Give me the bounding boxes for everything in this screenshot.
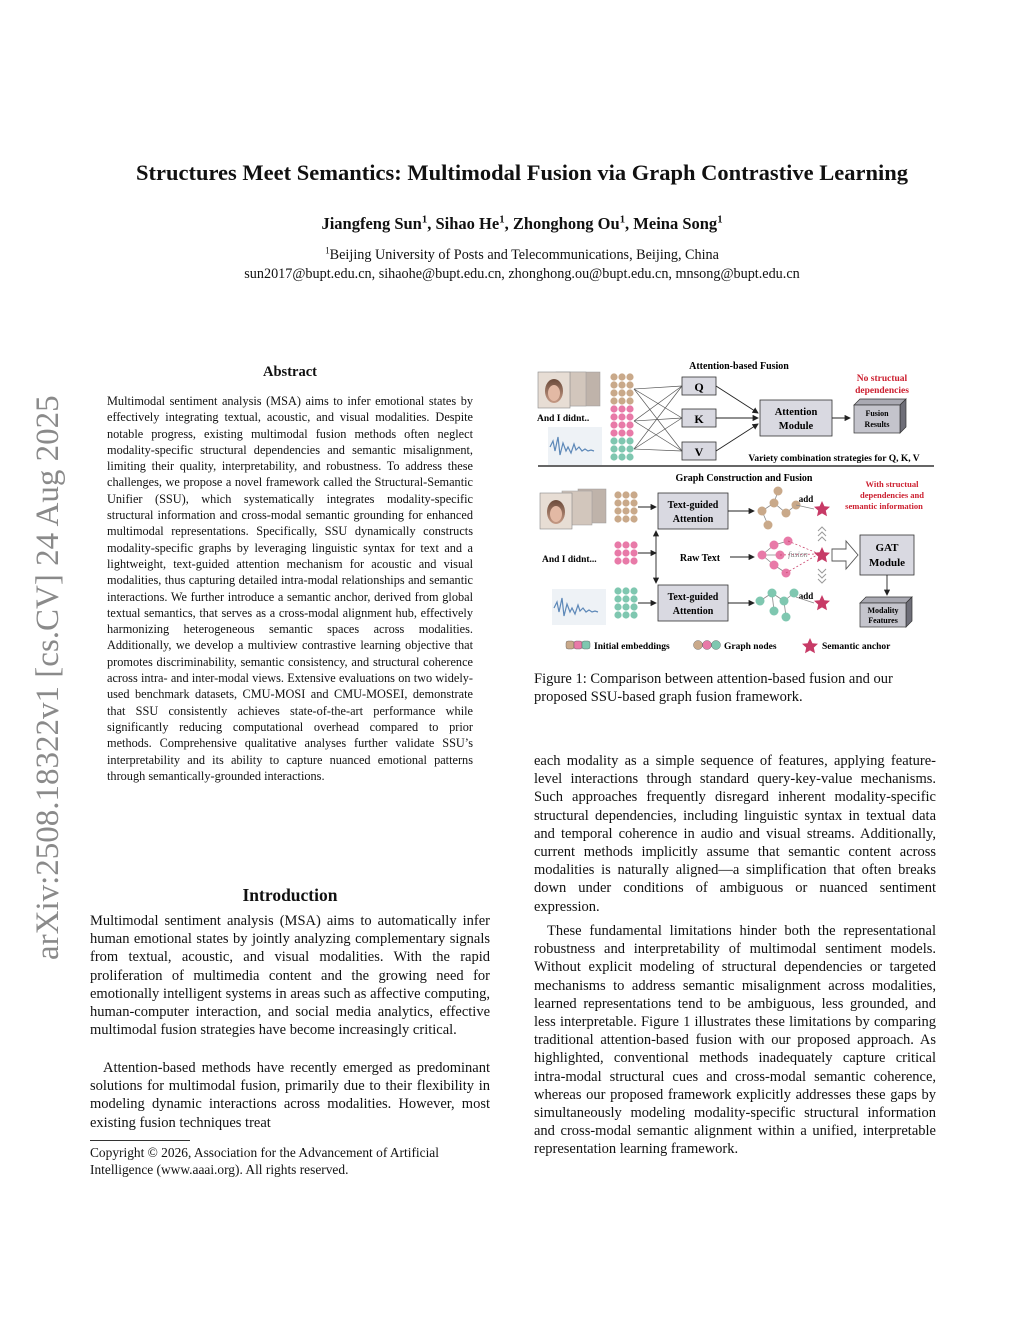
- fusion-results-box: [854, 399, 906, 433]
- copyright-footnote: Copyright © 2026, Association for the Advancement of Artificial Intelligence (www.aaai.org). All rights reserved.: [90, 1145, 439, 1177]
- semantic-anchor-star-top: [814, 501, 830, 516]
- abstract-text: Multimodal sentiment analysis (MSA) aims to infer emotional states by effectively integrating textual, acoustic, and visual modalities. Despite notable progress, existing multimodal fusion methods often neglect modality-specific structural dependencies and semantic misalignment, limiting their quality, interpretability, and robustness. To address these challenges, we propose a novel framework called the Structural-Semantic Unifier (SSU), which systematically integrates modality-specific structural information and cross-modal semantic grounding for enhanced multimodal representations. Specifically, SSU dynamically constructs modality-specific graphs by leveraging linguistic syntax for text and a lightweight, text-guided attention mechanism for acoustic and visual modalities, thus capturing detailed intra-modal relationships and semantic interactions. We further introduce a semantic anchor, derived from global textual semantics, that serves as a cross-modal alignment hub, effectively harmonizing heterogeneous semantic spaces across modalities. Additionally, we develop a multiview contrastive learning objective that promotes discriminability, semantic consistency, and structural coherence across intra- and inter-modal views. Extensive evaluations on two widely-used benchmark datasets, CMU-MOSI and CMU-MOSEI, demonstrate that SSU consistently achieves state-of-the-art performance while significantly reducing computational overhead compared to prior methods. Comprehensive qualitative analyses further validate SSU’s interpretability and its ability to capture nuanced emotional patterns through semantically-grounded interactions.: [107, 394, 473, 783]
- fig-utterance-bottom: And I didnt...: [542, 555, 597, 565]
- footnote-rule: [90, 1140, 190, 1141]
- author-1: Jiangfeng Sun$^1$,: [321, 213, 436, 233]
- author-3: Zhonghong Ou$^1$,: [512, 213, 634, 233]
- svg-text:Attention: Attention: [774, 407, 818, 418]
- with-struct-label-2: dependencies and: [860, 490, 924, 500]
- author-2: Sihao He$^1$,: [435, 213, 513, 233]
- embedding-grid-audio-top: [610, 437, 633, 460]
- legend-initial-embeddings: Initial embeddings: [594, 642, 670, 652]
- embedding-grid-visual-bottom: [614, 491, 637, 522]
- affiliation-block: [60, 246, 984, 284]
- figure-1-caption: Figure 1: Comparison between attention-based fusion and our proposed SSU-based graph fusion framework.: [534, 671, 893, 706]
- raw-text-label: Raw Text: [679, 553, 721, 564]
- intro-paragraph-4: These fundamental limitations hinder both the representational robustness and interpretability of multimodal sentiment models. Without explicit modeling of structural dependencies or targeted mechanisms to address semantic misalignment across modalities, learned representations tend to be ambiguous, less grounded, and less interpretable. Figure 1 illustrates these limitations by comparing traditional attention-based fusion with our proposed approach. As highlighted, conventional methods inadequately capture critical intra-modal structural cues and cross-modal semantic coherence, whereas our proposed framework explicitly addresses these gaps by simultaneously modeling modality-specific structural information and cross-modal semantic alignment within a unified, interpretable representation learning framework.: [534, 923, 936, 1158]
- semantic-anchor-star-mid: [814, 547, 830, 562]
- waveform-icon-bottom: [552, 589, 606, 625]
- legend-graph-nodes: Graph nodes: [724, 642, 777, 652]
- semantic-anchor-star-bottom: [814, 595, 830, 610]
- figure-1-diagram: [534, 355, 936, 663]
- add-label-bottom: add: [798, 591, 814, 601]
- add-label-top: add: [798, 494, 814, 504]
- with-struct-label-3: semantic information: [845, 501, 923, 511]
- arxiv-id-text: arXiv:2508.18322v1 [cs.CV] 24 Aug 2025: [30, 395, 66, 960]
- modality-features-box: [860, 597, 912, 627]
- variety-label: Variety combination strategies for Q, K, V: [748, 454, 920, 464]
- graph-audio: [756, 589, 799, 622]
- author-4: Meina Song$^1$: [633, 213, 723, 233]
- svg-text:V: V: [694, 445, 704, 459]
- intro-paragraph-2: Attention-based methods have recently emerged as predominant solutions for multimodal fusion, primarily due to their flexibility in modeling dynamic interactions across modalities. However, most existing fusion techniques treat: [90, 1060, 490, 1131]
- fusion-label: fusion: [788, 550, 808, 559]
- v-box: [682, 442, 716, 460]
- to-gat-arrow: [832, 541, 858, 569]
- gat-module-box: [860, 535, 914, 575]
- svg-text:Module: Module: [778, 421, 814, 432]
- qkv-connection-lines: [634, 386, 682, 451]
- svg-text:Q: Q: [694, 380, 704, 394]
- svg-text:Modality: Modality: [867, 606, 899, 615]
- waveform-icon: [548, 427, 602, 465]
- svg-text:Text-guided: Text-guided: [667, 500, 719, 511]
- svg-text:Fusion: Fusion: [865, 409, 889, 418]
- svg-text:Results: Results: [864, 420, 890, 429]
- intro-paragraph-1: Multimodal sentiment analysis (MSA) aims to automatically infer human emotional states by jointly analyzing complementary signals from textual, acoustic, and visual modalities. With the rapid proliferation of multimedia content and the growing need for emotionally intelligent systems in areas such as affective computing, human-computer interaction, and social media analytics, effective multimodal fusion strategies have become increasingly critical.: [90, 913, 490, 1039]
- figure-1: [534, 355, 936, 663]
- svg-text:GAT: GAT: [875, 542, 899, 554]
- text-guided-attention-top: [658, 493, 728, 529]
- svg-text:Module: Module: [868, 557, 906, 569]
- emails: sun2017@bupt.edu.cn, sihaohe@bupt.edu.cn, zhonghong.ou@bupt.edu.cn, mnsong@bupt.edu.cn: [244, 266, 800, 282]
- fig-utterance-top: And I didnt..: [537, 414, 590, 424]
- video-frames-icon-bottom: [540, 489, 606, 529]
- embedding-grid-text-bottom: [614, 541, 637, 564]
- legend-semantic-anchor: Semantic anchor: [822, 642, 891, 652]
- q-box: [682, 377, 716, 395]
- abstract-heading: Abstract: [263, 364, 317, 380]
- svg-text:Text-guided: Text-guided: [667, 592, 719, 603]
- attention-module-box: [760, 400, 832, 436]
- text-guided-attention-bottom: [658, 585, 728, 621]
- video-frames-icon: [538, 372, 600, 408]
- svg-text:Attention: Attention: [672, 514, 714, 525]
- graph-visual: [758, 487, 801, 530]
- introduction-heading: Introduction: [242, 885, 338, 905]
- embedding-grid-audio-bottom: [614, 587, 637, 618]
- no-struct-label-2: dependencies: [855, 386, 909, 396]
- svg-text:Features: Features: [868, 616, 898, 625]
- paper-title: Structures Meet Semantics: Multimodal Fusion via Graph Contrastive Learning: [135, 160, 909, 185]
- fig-bottom-title: Graph Construction and Fusion: [675, 473, 813, 484]
- with-struct-label-1: With structual: [865, 479, 919, 489]
- embedding-grid-text-top: [610, 405, 633, 436]
- arxiv-sidebar-stamp: [20, 370, 70, 960]
- affiliation: $^1$Beijing University of Posts and Telecommunications, Beijing, China: [325, 245, 719, 263]
- no-struct-label-1: No structual: [856, 374, 908, 384]
- svg-text:K: K: [694, 412, 704, 426]
- svg-text:Attention: Attention: [672, 606, 714, 617]
- figure-legend: [566, 638, 891, 653]
- embedding-grid-visual-top: [610, 373, 633, 404]
- fig-top-title: Attention-based Fusion: [689, 361, 789, 372]
- author-list: [60, 214, 984, 234]
- k-box: [682, 409, 716, 427]
- intro-paragraph-3: each modality as a simple sequence of features, applying feature-level interactions through standard query-key-value mechanisms. Such approaches frequently disregard inherent modality-specific structural dependencies, including linguistic syntax in textual data and temporal coherence in audio and visual streams. Additionally, current methods implicitly assume that semantic content across modalities is naturally aligned—a simplification that often breaks down under conditions of ambiguous or nuanced sentiment expression.: [534, 753, 936, 915]
